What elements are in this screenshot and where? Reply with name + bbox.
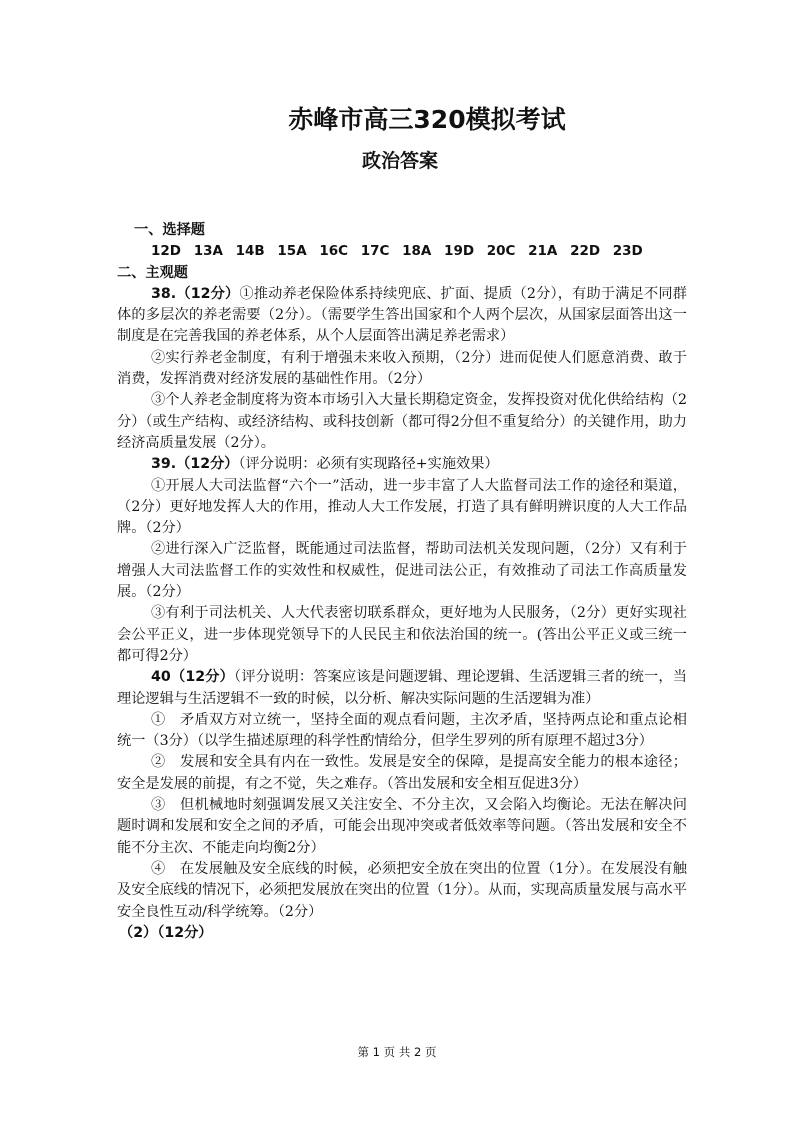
page-subtitle: 政治答案 — [361, 150, 438, 172]
question-38-point-2: ②实行养老金制度，有利于增强未来收入预期，（2分）进而促使人们愿意消费、敢于消费，发挥消费对经济发展的基础性作用。（2分） — [117, 349, 687, 388]
question-39-point-3: ③有利于司法机关、人大代表密切联系群众，更好地为人民服务，（2分）更好实现社会公平正义，进一步体现党领导下的人民民主和依法治国的统一。(答出公平正义或三统一都可得2分） — [117, 605, 687, 664]
question-38-number: 38.（12分） — [151, 285, 240, 302]
question-39-scoring-note: （评分说明：必须有实现路径+实施效果） — [238, 456, 499, 473]
question-40-point-3: ③ 但机械地时刻强调发展又关注安全、不分主次，又会陷入均衡论。无法在解决问题时调和发展和安全之间的矛盾，可能会出现冲突或者低效率等问题。（答出发展和安全不能不分主次、不能走向均衡2分） — [117, 797, 687, 856]
question-38-paragraph-1 — [117, 284, 687, 348]
question-39-point-2: ②进行深入广泛监督，既能通过司法监督，帮助司法机关发现问题，（2分）又有利于增强人大司法监督工作的实效性和权威性，促进司法公正，有效推动了司法工作高质量发展。（2分） — [117, 541, 687, 601]
question-40-scoring-note: （评分说明：答案应该是问题逻辑、理论逻辑、生活逻辑三者的统一，当理论逻辑与生活逻辑不一致的时候，以分析、解决实际问题的生活逻辑为准） — [117, 669, 687, 707]
section-heading-subjective: 二、主观题 — [117, 264, 188, 281]
page-footer: 第 1 页 共 2 页 — [357, 1045, 437, 1059]
answer-content — [117, 220, 687, 944]
question-38-point-1: ①推动养老保险体系持续兜底、扩面、提质（2分），有助于满足不同群体的多层次的养老需要（2分）。（需要学生答出国家和个人两个层次，从国家层面答出这一制度是在完善我国的养老体系，从个人层面答出满足养老需求） — [117, 285, 687, 345]
question-40-number: 40（12分） — [151, 669, 235, 686]
question-40-point-1: ① 矛盾双方对立统一，坚持全面的观点看问题，主次矛盾，坚持两点论和重点论相统一（3分）（以学生描述原理的科学性酌情给分，但学生罗列的所有原理不超过3分） — [117, 711, 687, 750]
multiple-choice-answers: 12D 13A 14B 15A 16C 17C 18A 19D 20C 21A 22D 23D — [151, 243, 643, 260]
question-40-point-2: ② 发展和安全具有内在一致性。发展是安全的保障，是提高安全能力的根本途径；安全是发展的前提，有之不觉，失之难存。（答出发展和安全相互促进3分） — [117, 754, 687, 792]
question-40-point-4: ④ 在发展触及安全底线的时候，必须把安全放在突出的位置（1分）。在发展没有触及安全底线的情况下，必须把发展放在突出的位置（1分）。从而，实现高质量发展与高水平安全良性互动/科学统筹。（2分） — [117, 860, 687, 920]
question-39-point-1: ①开展人大司法监督“六个一”活动，进一步丰富了人大监督司法工作的途径和渠道，（2分）更好地发挥人大的作用，推动人大工作发展，打造了具有鲜明辨识度的人大工作品牌。（2分） — [117, 477, 687, 537]
section-heading-multiple-choice: 一、选择题 — [134, 222, 205, 238]
question-39-header — [117, 454, 687, 475]
question-38-point-3: ③个人养老金制度将为资本市场引入大量长期稳定资金，发挥投资对优化供给结构（2分）（或生产结构、或经济结构、或科技创新（都可得2分但不重复给分）的关键作用，助力经济高质量发展（2分）。 — [117, 392, 687, 451]
question-40-subpart-2: （2）（12分） — [119, 924, 213, 941]
page-title: 赤峰市高三320模拟考试 — [288, 105, 566, 134]
question-39-number: 39.（12分） — [151, 456, 239, 473]
question-40-header — [117, 667, 687, 710]
